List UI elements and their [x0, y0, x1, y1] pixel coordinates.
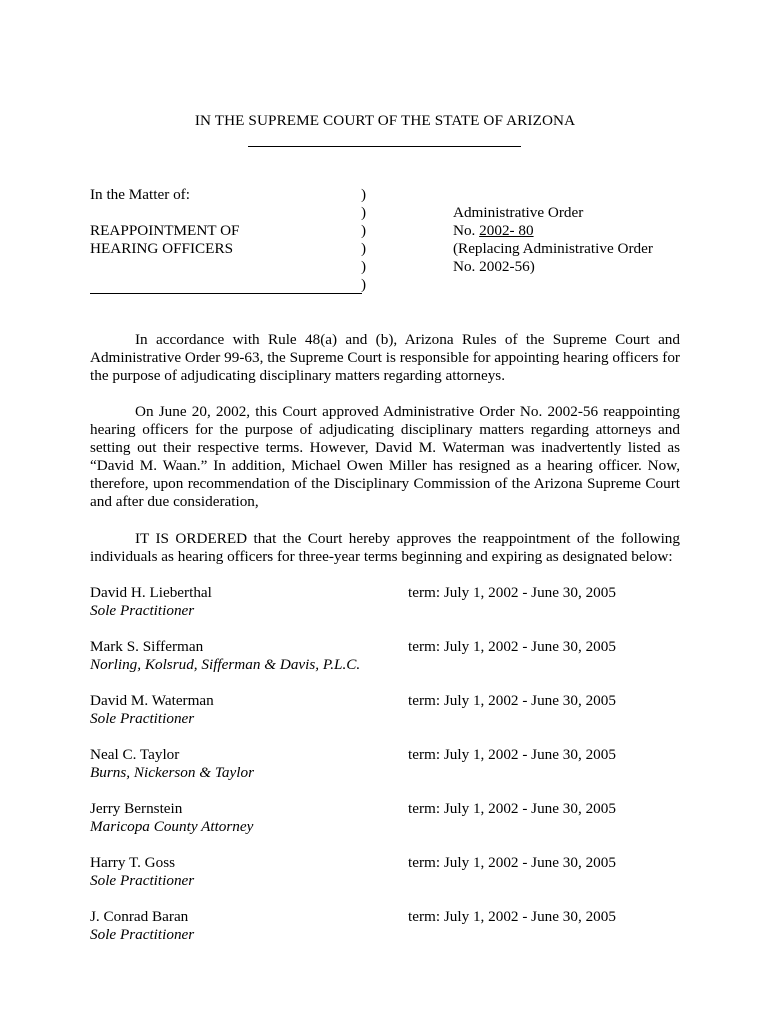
officer-name: Harry T. Goss [90, 854, 176, 871]
officer-list [90, 584, 690, 962]
officer-entry [90, 800, 690, 854]
order-title: Administrative Order [453, 204, 584, 221]
officer-firm: Sole Practitioner [90, 872, 195, 889]
court-title: IN THE SUPREME COURT OF THE STATE OF ARIZONA [194, 112, 576, 129]
officer-term: term: July 1, 2002 - June 30, 2005 [408, 584, 616, 601]
paragraph-2 [90, 403, 680, 511]
officer-name: Jerry Bernstein [90, 800, 183, 817]
paren-2: ) [361, 204, 367, 221]
paragraph-3-text: IT IS ORDERED that the Court hereby approves the reappointment of the following individuals as hearing officers for three-year terms beginning and expiring as designated below: [90, 530, 680, 565]
caption-order-info [453, 204, 693, 276]
officer-name: J. Conrad Baran [90, 908, 189, 925]
replacing-line-2: No. 2002-56) [453, 258, 535, 275]
order-number-line [453, 222, 693, 240]
caption-spacer [90, 204, 360, 222]
paragraph-3 [90, 530, 680, 566]
paren-1: ) [361, 186, 367, 203]
title-underline [248, 146, 521, 147]
officer-entry [90, 746, 690, 800]
paragraph-2-text: On June 20, 2002, this Court approved Administrative Order No. 2002-56 reappointing hearing officers for the purpose of adjudicating disciplinary matters regarding attorneys and setting out their respective terms. However, David M. Waterman was inadvertently listed as “David M. Waan.” In addition, Michael Owen Miller has resigned as a hearing officer. Now, therefore, upon recommendation of the Disciplinary Commission of the Arizona Supreme Court and after due consideration, [90, 403, 680, 510]
replacing-line-1: (Replacing Administrative Order [453, 240, 653, 257]
officer-name: David H. Lieberthal [90, 584, 212, 601]
officer-firm: Norling, Kolsrud, Sifferman & Davis, P.L.C. [90, 656, 361, 673]
officer-term: term: July 1, 2002 - June 30, 2005 [408, 854, 616, 871]
officer-name: Mark S. Sifferman [90, 638, 204, 655]
officer-entry [90, 638, 690, 692]
paragraph-1 [90, 331, 680, 385]
officer-firm: Sole Practitioner [90, 602, 195, 619]
officer-term: term: July 1, 2002 - June 30, 2005 [408, 692, 616, 709]
officer-term: term: July 1, 2002 - June 30, 2005 [408, 638, 616, 655]
paren-6: ) [361, 276, 367, 293]
paren-3: ) [361, 222, 367, 239]
officer-entry [90, 692, 690, 746]
paragraph-1-text: In accordance with Rule 48(a) and (b), Arizona Rules of the Supreme Court and Administrative Order 99-63, the Supreme Court is responsible for appointing hearing officers for the purpose of adjudicating disciplinary matters regarding attorneys. [90, 331, 680, 384]
order-number-prefix: No. [453, 222, 480, 239]
caption-paren-column [361, 186, 371, 294]
order-number: 2002- 80 [479, 222, 534, 239]
officer-entry [90, 854, 690, 908]
officer-firm: Sole Practitioner [90, 926, 195, 943]
officer-firm: Burns, Nickerson & Taylor [90, 764, 254, 781]
caption-matter [90, 186, 360, 258]
officer-term: term: July 1, 2002 - June 30, 2005 [408, 908, 616, 925]
caption-underline [90, 293, 362, 294]
officer-term: term: July 1, 2002 - June 30, 2005 [408, 746, 616, 763]
officer-firm: Maricopa County Attorney [90, 818, 254, 835]
in-matter-of-label: In the Matter of: [90, 186, 190, 203]
paren-5: ) [361, 258, 367, 275]
matter-line-1: REAPPOINTMENT OF [90, 222, 240, 239]
officer-name: David M. Waterman [90, 692, 214, 709]
officer-entry [90, 908, 690, 962]
matter-line-2: HEARING OFFICERS [90, 240, 234, 257]
officer-term: term: July 1, 2002 - June 30, 2005 [408, 800, 616, 817]
officer-firm: Sole Practitioner [90, 710, 195, 727]
paren-4: ) [361, 240, 367, 257]
officer-entry [90, 584, 690, 638]
officer-name: Neal C. Taylor [90, 746, 180, 763]
